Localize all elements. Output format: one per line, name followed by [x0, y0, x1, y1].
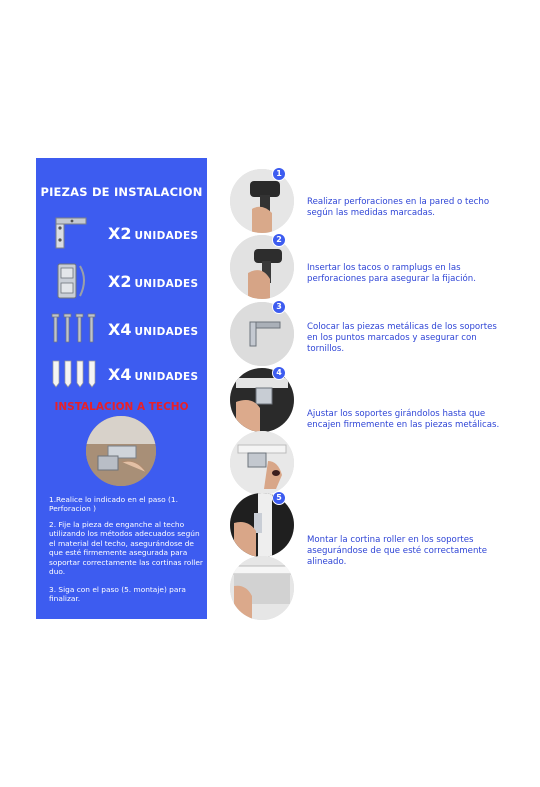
- piece-clip: [46, 262, 206, 302]
- ceiling-note-1: 1.Realice lo indicado en el paso (1. Perforacion ): [49, 495, 178, 514]
- clip-icon: [50, 262, 94, 302]
- step-4b-photo: [230, 431, 294, 495]
- step-5-badge: 5: [272, 491, 286, 505]
- piece-bracket: [46, 214, 206, 254]
- piece-qty: X4 UNIDADES: [108, 365, 199, 384]
- step-2-photo: [230, 235, 294, 299]
- ceiling-note-2: 2. Fije la pieza de enganche al techo utilizando los métodos adecuados según el material del techo, asegurándose de que esté firmemente asegurada para soportar correctamente las cortinas roller duo.: [49, 520, 203, 577]
- step-3-badge: 3: [272, 300, 286, 314]
- ceiling-bracket-photo: [86, 416, 156, 486]
- piece-qty: X2 UNIDADES: [108, 272, 199, 291]
- ceiling-note-3: 3. Siga con el paso (5. montaje) para finalizar.: [49, 585, 186, 604]
- step-1-photo: [230, 169, 294, 233]
- installation-parts-panel: [36, 158, 207, 619]
- piece-qty: X4 UNIDADES: [108, 320, 199, 339]
- piece-screws: [46, 310, 206, 350]
- step-1-text: Realizar perforaciones en la pared o techo según las medidas marcadas.: [307, 197, 490, 218]
- screws-icon: [50, 310, 100, 346]
- wall-plugs-icon: [50, 355, 100, 391]
- step-5b-photo: [230, 556, 294, 620]
- ceiling-installation-title: INSTALACION A TECHO: [54, 401, 189, 413]
- step-4a-photo: [230, 368, 294, 432]
- step-3-photo: [230, 302, 294, 366]
- step-4-text: Ajustar los soportes girándolos hasta que encajen firmemente en las piezas metálicas.: [307, 409, 500, 430]
- bracket-icon: [50, 214, 94, 252]
- piece-wall-plugs: [46, 355, 206, 395]
- step-4-badge: 4: [272, 366, 286, 380]
- step-3-text: Colocar las piezas metálicas de los soportes en los puntos marcados y asegurar con tornillos.: [307, 322, 497, 354]
- step-1-badge: 1: [272, 167, 286, 181]
- step-5a-photo: [230, 493, 294, 557]
- step-2-text: Insertar los tacos o ramplugs en las perforaciones para asegurar la fijación.: [307, 263, 476, 284]
- step-2-badge: 2: [272, 233, 286, 247]
- parts-title: PIEZAS DE INSTALACION: [40, 185, 203, 199]
- piece-qty: X2 UNIDADES: [108, 224, 199, 243]
- step-5-text: Montar la cortina roller en los soportes asegurándose de que esté correctamente alineado.: [307, 535, 488, 567]
